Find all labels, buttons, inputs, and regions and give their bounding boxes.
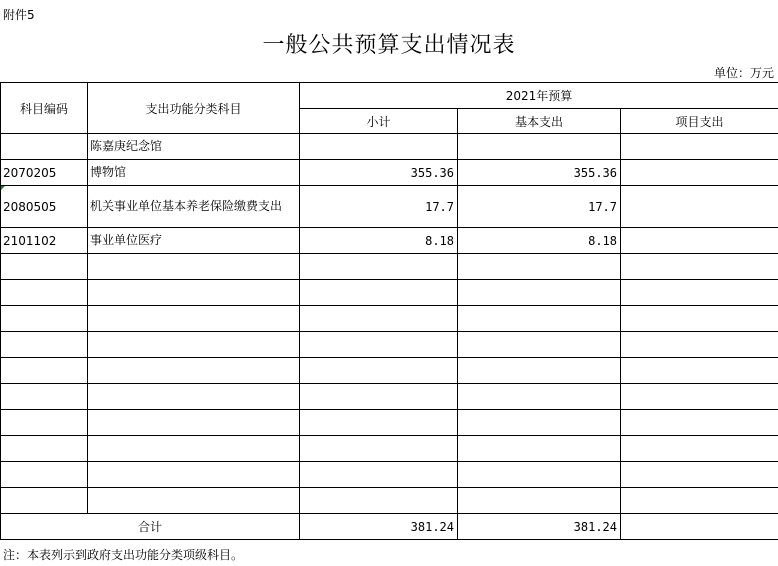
table-row [1,306,778,332]
row-subtotal: 8.18 [300,228,458,254]
row-code [1,134,88,160]
header-name: 支出功能分类科目 [88,83,300,134]
row-code [1,332,88,358]
row-subtotal [300,384,458,410]
table-row [1,410,778,436]
row-code [1,462,88,488]
row-name [88,410,300,436]
row-name [88,436,300,462]
table-row [1,254,778,280]
row-subtotal [300,332,458,358]
header-project: 项目支出 [621,109,778,134]
row-name [88,306,300,332]
row-code [1,384,88,410]
row-project [621,228,778,254]
row-name [88,332,300,358]
row-name [88,462,300,488]
row-name [88,384,300,410]
table-row [1,384,778,410]
row-basic [458,436,621,462]
table-row [1,160,778,186]
row-basic [458,254,621,280]
row-code: 2101102 [1,228,88,254]
row-code: 2070205 [1,160,88,186]
row-name [88,488,300,514]
budget-table [0,82,778,540]
row-project [621,332,778,358]
header-code: 科目编码 [1,83,88,134]
row-code [1,254,88,280]
unit-label: 单位：万元 [713,66,774,80]
row-basic: 355.36 [458,160,621,186]
row-project [621,462,778,488]
total-project [621,514,778,540]
row-code [1,488,88,514]
attachment-label: 附件5 [3,8,35,22]
table-row [1,488,778,514]
table-row [1,134,778,160]
row-subtotal [300,488,458,514]
row-basic [458,358,621,384]
row-project [621,160,778,186]
row-basic [458,280,621,306]
row-project [621,410,778,436]
table-row [1,436,778,462]
row-basic [458,410,621,436]
table-row [1,280,778,306]
table-row [1,462,778,488]
footnote: 注：本表列示到政府支出功能分类项级科目。 [3,548,244,562]
row-basic: 8.18 [458,228,621,254]
header-basic: 基本支出 [458,109,621,134]
row-subtotal: 17.7 [300,186,458,228]
row-basic [458,306,621,332]
table-row [1,332,778,358]
row-name [88,280,300,306]
row-subtotal [300,254,458,280]
table-row [1,228,778,254]
total-row [1,514,778,540]
row-subtotal [300,134,458,160]
total-label: 合计 [1,514,300,540]
row-code: 2080505 [1,186,88,228]
row-basic [458,462,621,488]
total-basic: 381.24 [458,514,621,540]
row-code [1,280,88,306]
table-body [1,134,778,514]
row-project [621,280,778,306]
row-subtotal [300,280,458,306]
total-subtotal: 381.24 [300,514,458,540]
row-subtotal [300,436,458,462]
row-name: 事业单位医疗 [88,228,300,254]
row-subtotal: 355.36 [300,160,458,186]
row-basic: 17.7 [458,186,621,228]
row-name [88,254,300,280]
row-subtotal [300,410,458,436]
header-subtotal: 小计 [300,109,458,134]
row-project [621,254,778,280]
row-name: 博物馆 [88,160,300,186]
row-basic [458,488,621,514]
row-name [88,358,300,384]
row-project [621,384,778,410]
row-basic [458,384,621,410]
table-row [1,358,778,384]
row-code [1,410,88,436]
row-subtotal [300,306,458,332]
table-row [1,186,778,228]
row-project [621,488,778,514]
row-name: 机关事业单位基本养老保险缴费支出 [88,186,300,228]
row-project [621,306,778,332]
row-basic [458,134,621,160]
row-subtotal [300,358,458,384]
row-code [1,306,88,332]
row-name: 陈嘉庚纪念馆 [88,134,300,160]
row-project [621,436,778,462]
page-title: 一般公共预算支出情况表 [262,33,516,58]
row-project [621,358,778,384]
row-project [621,134,778,160]
row-basic [458,332,621,358]
row-project [621,186,778,228]
header-budget-group: 2021年预算 [300,83,778,109]
row-code [1,358,88,384]
row-code [1,436,88,462]
row-subtotal [300,462,458,488]
